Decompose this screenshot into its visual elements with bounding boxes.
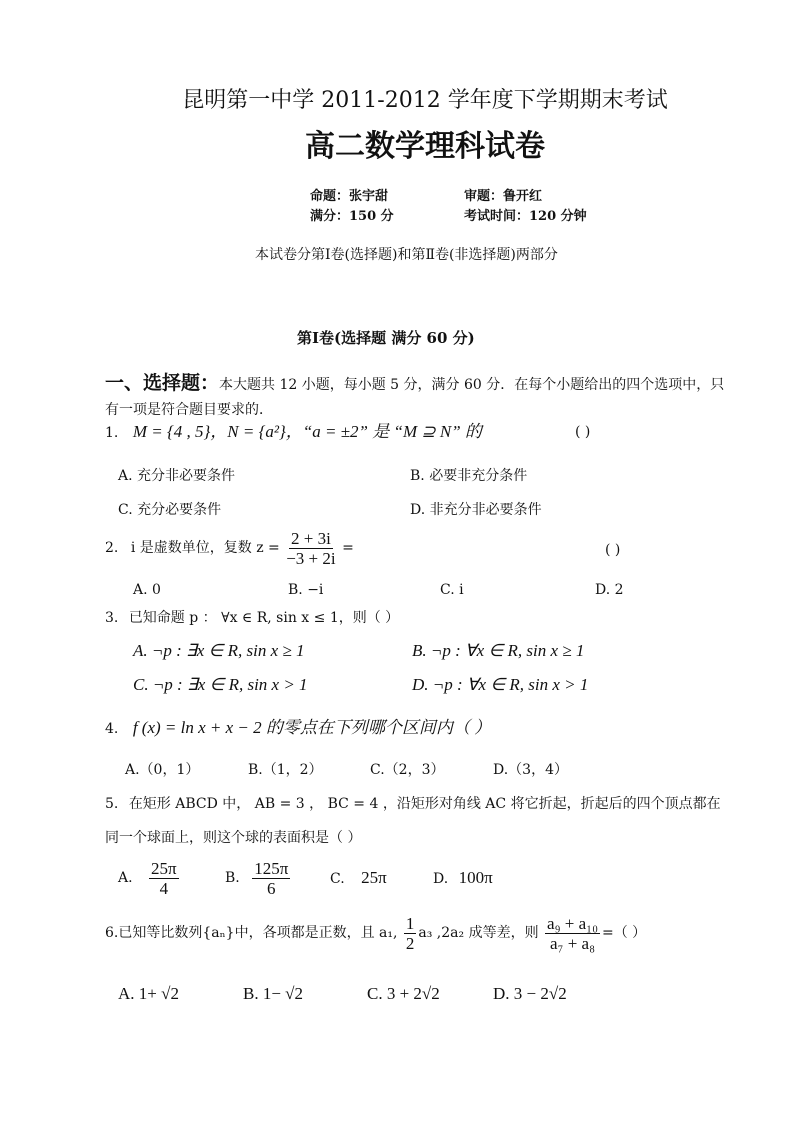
option-d bbox=[433, 868, 493, 889]
equals: = bbox=[342, 540, 354, 556]
question-5 bbox=[105, 794, 721, 814]
school-title: 昆明第一中学 2011-2012 学年度下学期期末考试 bbox=[182, 88, 668, 113]
question-4 bbox=[105, 718, 491, 739]
equals-paren: =（ ） bbox=[602, 925, 647, 941]
question-number: 1. bbox=[105, 425, 119, 441]
option-a: A. 充分非必要条件 bbox=[118, 468, 236, 484]
option-d: D. 2 bbox=[595, 582, 624, 598]
option-d: D. ¬p : ∀x ∈ R, sin x > 1 bbox=[412, 675, 589, 694]
section-heading-line bbox=[105, 373, 724, 395]
exam-time: 考试时间：120 分钟 bbox=[464, 209, 587, 224]
intro: 本试卷分第Ⅰ卷(选择题)和第Ⅱ卷(非选择题)两部分 bbox=[255, 247, 558, 263]
option-c: C. 3 + 2√2 bbox=[367, 984, 440, 1003]
question-5-cont: 同一个球面上，则这个球的表面积是（ ） bbox=[105, 830, 362, 846]
option-a: A. 0 bbox=[133, 582, 161, 598]
section-title: 第Ⅰ卷(选择题 满分 60 分) bbox=[297, 329, 475, 347]
option-c: C. i bbox=[440, 582, 464, 598]
exam-title: 高二数学理科试卷 bbox=[305, 129, 545, 164]
fraction bbox=[545, 914, 600, 953]
option-d: D. 非充分非必要条件 bbox=[410, 502, 542, 518]
option-c: C. ¬p : ∃x ∈ R, sin x > 1 bbox=[133, 675, 308, 694]
numerator: 25π bbox=[151, 858, 177, 878]
option-d: D.（3，4） bbox=[493, 762, 568, 778]
question-stem: 在矩形 ABCD 中， AB = 3 ， BC = 4 ，沿矩形对角线 AC 将它折起，折起后的四个顶点都在 bbox=[128, 796, 721, 812]
author: 命题：张宇甜 bbox=[310, 189, 389, 204]
option-label: C. bbox=[330, 871, 345, 887]
option-label: D. bbox=[433, 871, 449, 887]
option-a: A. ¬p : ∃x ∈ R, sin x ≥ 1 bbox=[133, 641, 305, 660]
denominator: −3 + 2i bbox=[286, 548, 336, 568]
question-stem: 已知命题 p ： ∀x ∈ R, sin x ≤ 1，则（ ） bbox=[128, 610, 400, 626]
option-label: B. bbox=[225, 870, 240, 886]
question-3 bbox=[105, 608, 399, 628]
question-1 bbox=[105, 422, 482, 443]
question-stem: M = {4 , 5}，N = {a²}，“a = ±2” 是 “M ⊇ N” 的 bbox=[132, 422, 482, 441]
question-number: 5. bbox=[105, 796, 119, 812]
question-stem: 已知等比数列{aₙ}中，各项都是正数，且 a₁, bbox=[118, 925, 398, 941]
option-b: B. −i bbox=[288, 582, 324, 598]
numerator: 125π bbox=[254, 858, 289, 878]
question-stem: i 是虚数单位，复数 z = bbox=[130, 540, 280, 556]
instructions-cont: 有一项是符合题目要求的． bbox=[105, 402, 273, 418]
numerator: 1 bbox=[405, 913, 415, 933]
fraction bbox=[149, 859, 179, 898]
instructions: 本大题共 12 小题，每小题 5 分，满分 60 分．在每个小题给出的四个选项中，只 bbox=[219, 377, 725, 393]
option-c: C.（2，3） bbox=[370, 762, 445, 778]
full-score: 满分：150 分 bbox=[310, 209, 394, 224]
question-number: 3. bbox=[105, 610, 119, 626]
option-a: A.（0，1） bbox=[125, 762, 200, 778]
option-value: 25π bbox=[361, 868, 387, 887]
denominator: 2 bbox=[405, 933, 415, 953]
fraction-half bbox=[404, 914, 417, 953]
denominator: 4 bbox=[159, 878, 169, 898]
reviewer: 审题：鲁开红 bbox=[464, 189, 543, 204]
answer-paren: ( ) bbox=[605, 542, 621, 558]
option-a bbox=[118, 858, 181, 898]
option-b: B.（1，2） bbox=[248, 762, 323, 778]
denominator: a₇ + a₈ bbox=[549, 933, 596, 953]
option-a: A. 1+ √2 bbox=[118, 984, 179, 1003]
question-number: 4. bbox=[105, 721, 119, 737]
option-d: D. 3 − 2√2 bbox=[493, 984, 567, 1003]
option-value: 100π bbox=[458, 868, 493, 887]
question-number: 2. bbox=[105, 540, 119, 556]
option-b bbox=[225, 858, 292, 898]
question-6 bbox=[105, 912, 646, 954]
answer-paren: ( ) bbox=[575, 424, 591, 440]
question-2 bbox=[105, 528, 354, 568]
fraction bbox=[286, 529, 335, 568]
fraction bbox=[252, 859, 290, 898]
option-c: C. 充分必要条件 bbox=[118, 502, 222, 518]
option-b: B. 必要非充分条件 bbox=[410, 468, 528, 484]
option-b: B. 1− √2 bbox=[243, 984, 304, 1003]
numerator: a₉ + a₁₀ bbox=[547, 913, 598, 933]
question-number: 6. bbox=[105, 925, 119, 941]
option-label: A. bbox=[118, 870, 133, 886]
option-c bbox=[330, 868, 387, 889]
denominator: 6 bbox=[267, 878, 276, 898]
question-stem: f (x) = ln x + x − 2 的零点在下列哪个区间内（ ） bbox=[132, 718, 492, 737]
numerator: 2 + 3i bbox=[291, 528, 331, 548]
option-b: B. ¬p : ∀x ∈ R, sin x ≥ 1 bbox=[412, 641, 585, 660]
question-stem-mid: a₃ ,2a₂ 成等差，则 bbox=[418, 925, 539, 941]
section-heading: 一、选择题： bbox=[105, 372, 220, 394]
